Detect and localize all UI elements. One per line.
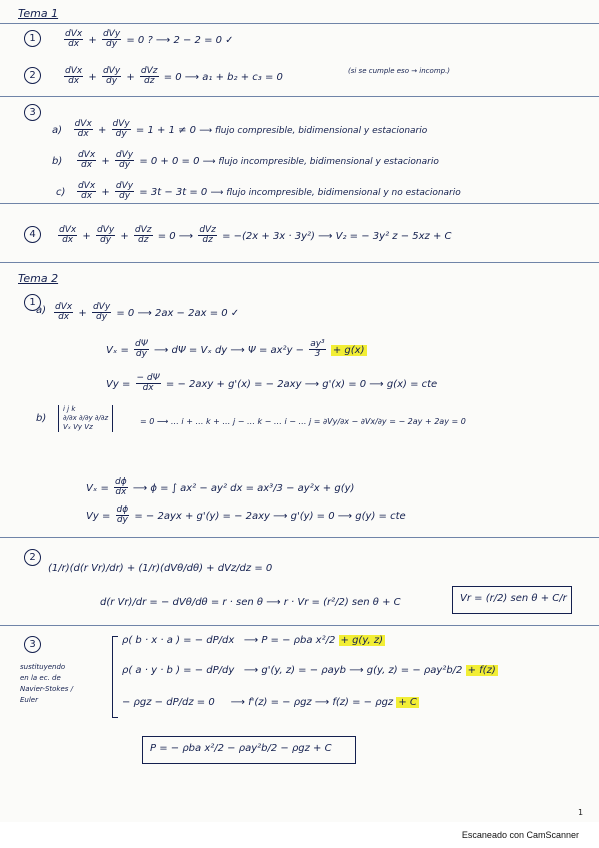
tema2-vy2-line: Vy = $\frac{d\phi}{dy}$ = − 2ayx + g'(y) = − 2axy ⟶ g'(y) = 0 ⟶ g(y) = cte — [86, 505, 406, 526]
tema1-eq4: $\frac{\text{dVx}}{dx}$ + $\frac{\text{dVy}}{dy}$ + $\frac{\text{dVz}}{dz}$ = 0 ⟶ $\frac{\text{dVz}}{dz}$ = −(2x + 3x · 3y²) ⟶ V₂ = − 3y² z − 5xz + C — [59, 225, 452, 246]
tema1-sub-a: a) $\frac{\text{dVx}}{dx}$ + $\frac{\text{dVy}}{dy}$ = 1 + 1 ≠ 0 ⟶ flujo compresible, bidimensional y estacionario — [52, 119, 428, 140]
fraction-den: dx — [68, 39, 80, 50]
part-label: b) — [36, 413, 47, 424]
ruled-line — [0, 262, 599, 263]
ruled-line — [0, 203, 599, 204]
item-number: 2 — [24, 549, 41, 566]
item-number: 3 — [24, 636, 41, 653]
tema2-p2-continuity: (1/r)(d(r Vr)/dr) + (1/r)(dVθ/dθ) + dVz/dz = 0 — [48, 563, 273, 574]
final-pressure: P = − ρba x²/2 − ρay²b/2 − ρgz + C — [150, 743, 332, 754]
item-number: 1 — [24, 30, 41, 47]
tema1-eq1: $\frac{\text{dVx}}{dx}$ + $\frac{\text{dVy}}{dy}$ = 0 ? ⟶ 2 − 2 = 0 ✓ — [65, 29, 234, 50]
ns-row: ρ( a · y · b ) = − dP/dy ⟶ g'(y, z) = − ρayb ⟶ g(y, z) = − ρay²b/2 + f(z) — [122, 665, 496, 676]
item-number: 3 — [24, 104, 41, 121]
boxed-result-text: Vr = (r/2) sen θ + C/r — [460, 593, 567, 604]
item-number: 1 — [24, 294, 41, 311]
ruled-line — [0, 537, 599, 538]
ns-row: ρ( b · x · a ) = − dP/dx ⟶ P = − ρba x²/2 + g(y, z) — [122, 635, 383, 646]
scanner-footer — [0, 822, 599, 848]
ruled-line — [0, 625, 599, 626]
equation-tail: = 0 ? ⟶ 2 − 2 = 0 ✓ — [126, 34, 234, 46]
equation-tail: = 0 ⟶ a₁ + b₂ + c₃ = 0 — [163, 71, 283, 83]
fraction-den: dy — [106, 39, 118, 50]
highlighted-term: + C — [398, 697, 417, 708]
fraction-num: dVy — [102, 29, 121, 39]
tema2-heading: Tema 2 — [18, 272, 59, 285]
tema2-vx-line: Vₓ = $\frac{d\Psi}{dy}$ ⟶ dΨ = Vₓ dy ⟶ Ψ = ax²y − $\frac{\text{ay³}}{3}$ + g(x) — [106, 339, 365, 360]
ns-row: − ρgz − dP/dz = 0 ⟶ f'(z) = − ρgz ⟶ f(z) = − ρgz + C — [122, 697, 417, 708]
item-number: 2 — [24, 67, 41, 84]
tema2-vy-line: Vy = $\frac{- d\Psi}{dx}$ = − 2axy + g'(x) = − 2axy ⟶ g'(x) = 0 ⟶ g(x) = cte — [106, 373, 438, 394]
highlighted-term: + g(y, z) — [340, 635, 383, 646]
tema1-sub-c: c) $\frac{\text{dVx}}{dx}$ + $\frac{\text{dVy}}{dy}$ = 3t − 3t = 0 ⟶ flujo incompresible, bidimensional y no estacionario — [56, 181, 461, 202]
highlighted-term: + g(x) — [332, 344, 365, 356]
page-number: 1 — [578, 808, 584, 817]
incompressible-note: (si se cumple eso → incomp.) — [348, 67, 451, 75]
system-brace — [112, 636, 118, 718]
highlighted-term: + f(z) — [467, 665, 496, 676]
ruled-line — [0, 23, 599, 24]
part-label: a) — [36, 305, 47, 316]
curl-determinant: i j k ∂/∂x ∂/∂y ∂/∂z Vₓ Vy Vz — [58, 405, 113, 432]
tema2-p1-line1: $\frac{\text{dVx}}{dx}$ + $\frac{\text{dVy}}{dy}$ = 0 ⟶ 2ax − 2ax = 0 ✓ — [55, 302, 240, 323]
side-note: sustituyendo en la ec. de Navier-Stokes / Euler — [20, 663, 74, 704]
fraction-num: dVx — [65, 29, 83, 39]
item-number: 4 — [24, 226, 41, 243]
tema2-p2-line2: d(r Vr)/dr = − dVθ/dθ = r · sen θ ⟶ r · Vr = (r²/2) sen θ + C — [100, 597, 401, 608]
curl-expansion: = 0 ⟶ … i + … k + … j − … k − … i − … j = ∂Vy/∂x − ∂Vx/∂y = − 2ay + 2ay = 0 — [140, 417, 466, 426]
tema1-eq2: $\frac{\text{dVx}}{dx}$ + $\frac{\text{dVy}}{dy}$ + $\frac{\text{dVz}}{dz}$ = 0 ⟶ a₁ + b₂ + c₃ = 0 — [65, 66, 283, 87]
tema2-phi-line: Vₓ = $\frac{d\phi}{dx}$ ⟶ ϕ = ∫ ax² − ay² dx = ax³/3 − ay²x + g(y) — [86, 477, 355, 498]
tema1-heading: Tema 1 — [18, 7, 59, 20]
tema1-sub-b: b) $\frac{\text{dVx}}{dx}$ + $\frac{\text{dVy}}{dy}$ = 0 + 0 = 0 ⟶ flujo incompresible, bidimensional y estacionario — [52, 150, 439, 171]
scanner-watermark: Escaneado con CamScanner — [461, 830, 579, 840]
ruled-line — [0, 96, 599, 97]
